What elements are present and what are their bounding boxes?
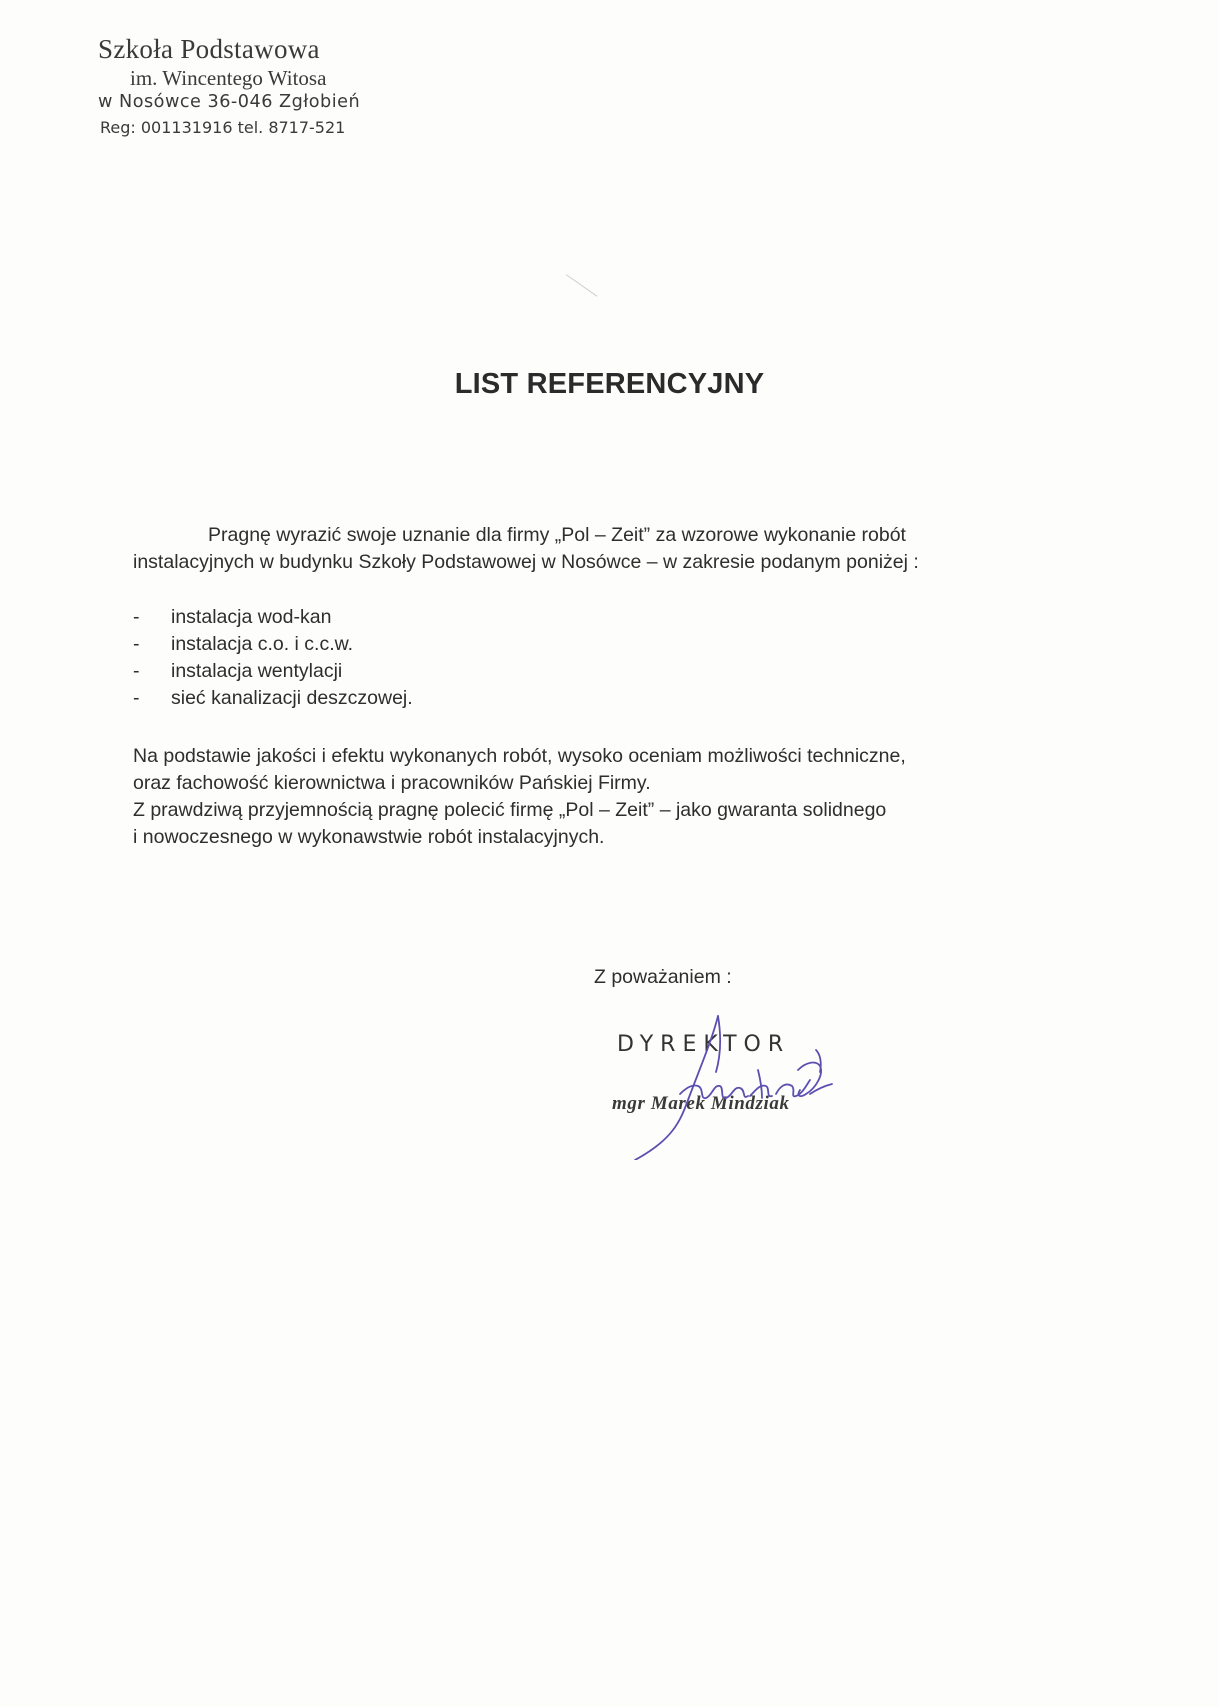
letterhead-registry-phone: Reg: 001131916 tel. 8717-521 bbox=[100, 118, 346, 137]
list-dash: - bbox=[133, 660, 140, 682]
letterhead-address: w Nosówce 36-046 Zgłobień bbox=[98, 91, 361, 112]
letterhead-patron: im. Wincentego Witosa bbox=[130, 66, 327, 90]
list-item-text: instalacja wentylacji bbox=[171, 660, 343, 682]
intro-line-2: instalacyjnych w budynku Szkoły Podstawowej w Nosówce – w zakresie podanym poniżej : bbox=[133, 551, 919, 573]
handwritten-signature bbox=[620, 1010, 860, 1160]
closing-paragraph bbox=[133, 743, 1033, 851]
list-item bbox=[133, 604, 413, 631]
intro-paragraph bbox=[133, 522, 1033, 576]
list-item-text: sieć kanalizacji deszczowej. bbox=[171, 687, 413, 709]
director-name-stamp: mgr Marek Mindziak bbox=[612, 1093, 790, 1114]
director-title-stamp: DYREKTOR bbox=[617, 1032, 791, 1057]
list-dash: - bbox=[133, 687, 140, 709]
regards-text: Z poważaniem : bbox=[594, 966, 732, 988]
list-item-text: instalacja wod-kan bbox=[171, 606, 332, 628]
list-item bbox=[133, 658, 413, 685]
letterhead-school-name: Szkoła Podstawowa bbox=[98, 34, 320, 64]
document-title: LIST REFERENCYJNY bbox=[454, 368, 765, 400]
closing-line-3: Z prawdziwą przyjemnością pragnę polecić firmę „Pol – Zeit” – jako gwaranta solidnego bbox=[133, 799, 887, 821]
closing-line-2: oraz fachowość kierownictwa i pracowników Pańskiej Firmy. bbox=[133, 772, 651, 794]
list-dash: - bbox=[133, 633, 140, 655]
list-dash: - bbox=[133, 606, 140, 628]
scope-of-work-list bbox=[133, 604, 413, 712]
scan-artifact-mark bbox=[566, 274, 598, 297]
intro-line-1: Pragnę wyrazić swoje uznanie dla firmy „Pol – Zeit” za wzorowe wykonanie robót bbox=[208, 524, 906, 546]
list-item-text: instalacja c.o. i c.c.w. bbox=[171, 633, 354, 655]
list-item bbox=[133, 685, 413, 712]
closing-line-4: i nowoczesnego w wykonawstwie robót instalacyjnych. bbox=[133, 826, 605, 848]
list-item bbox=[133, 631, 413, 658]
closing-line-1: Na podstawie jakości i efektu wykonanych robót, wysoko oceniam możliwości techniczne, bbox=[133, 745, 906, 767]
